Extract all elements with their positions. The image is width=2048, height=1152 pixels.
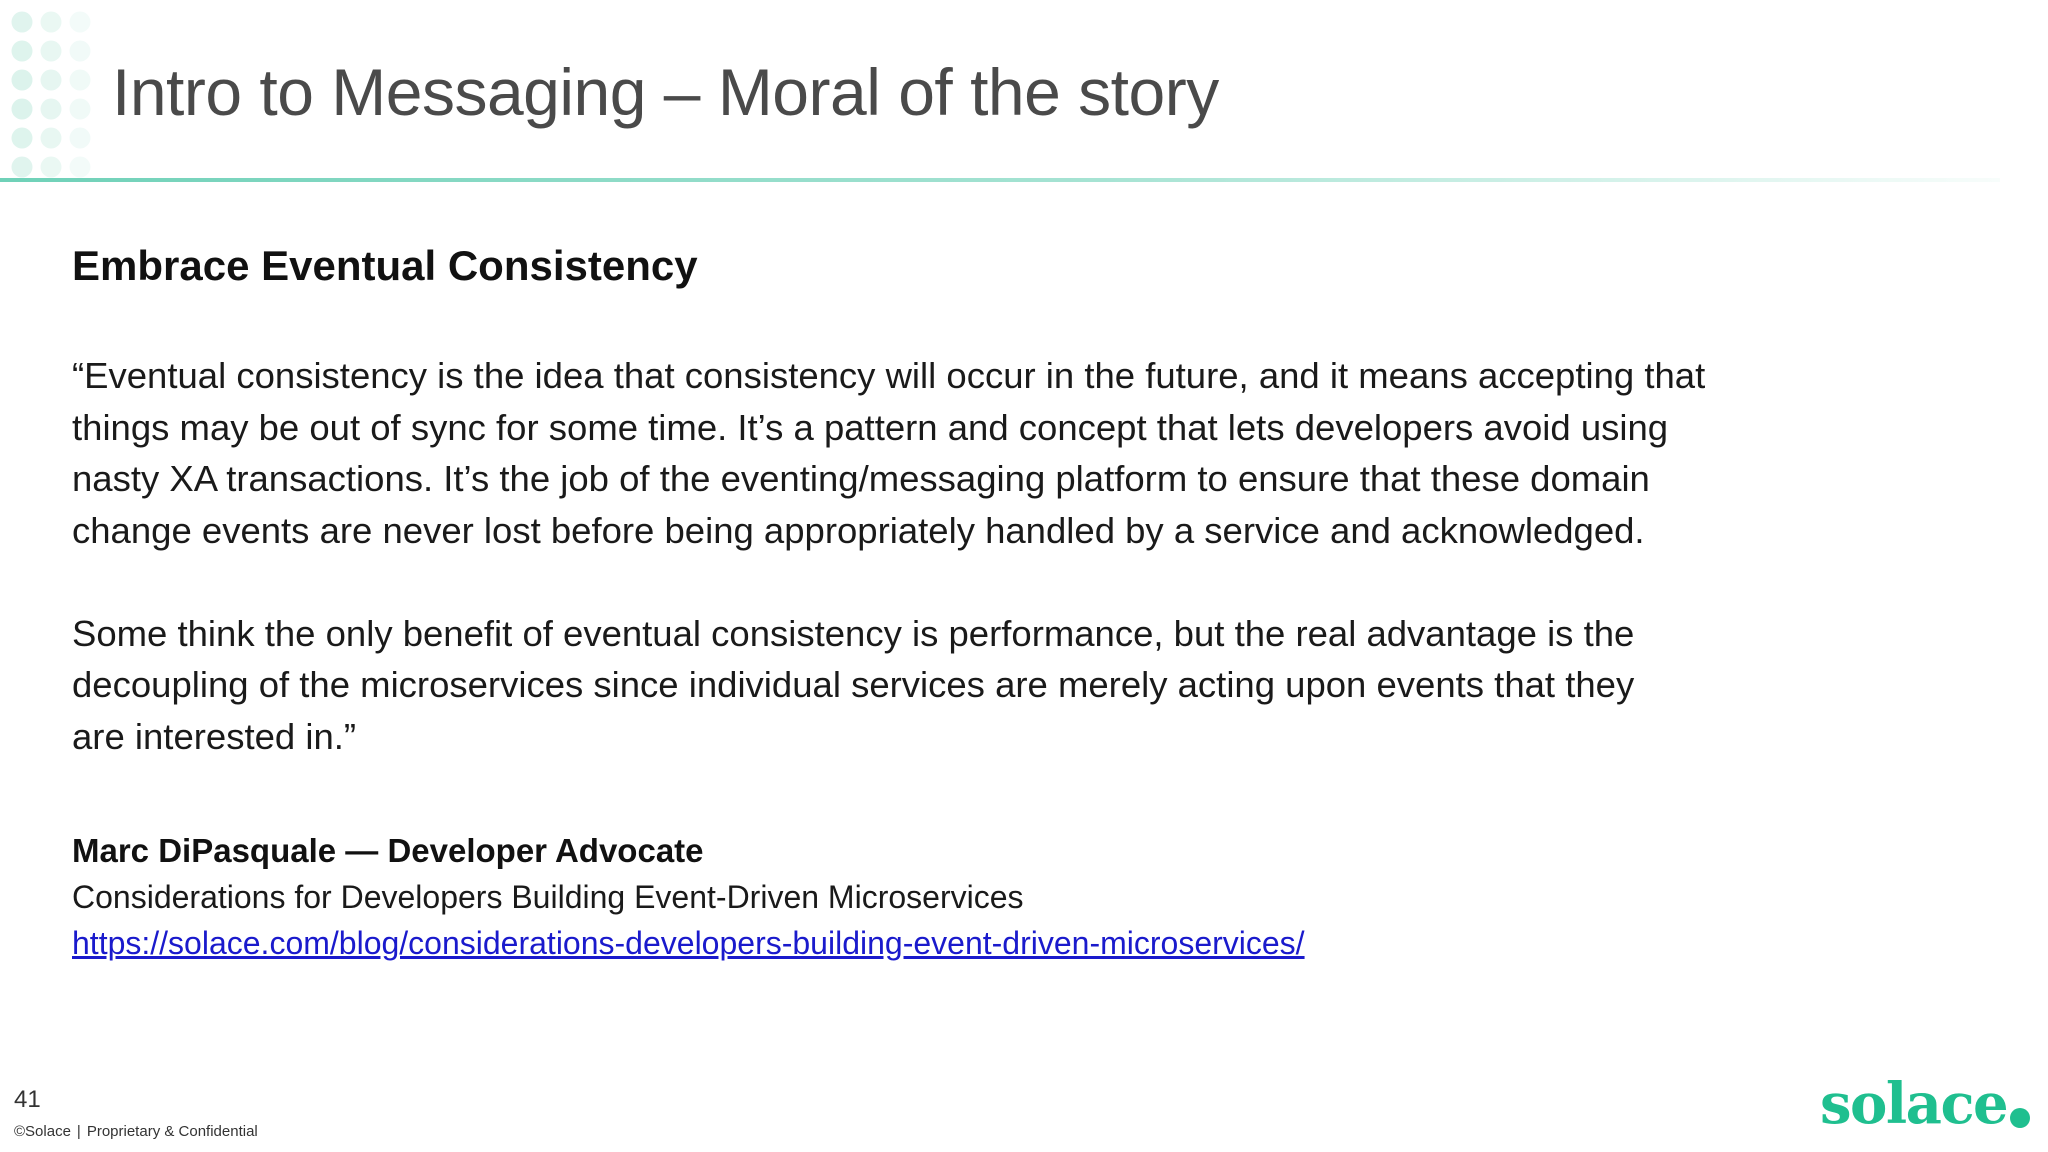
decorative-dot [41, 128, 62, 149]
decorative-dot [41, 12, 62, 33]
solace-logo [1820, 1062, 2030, 1137]
quote-line: nasty XA transactions. It’s the job of the eventing/messaging platform to ensure that these domain [72, 458, 1650, 499]
decorative-dot [41, 41, 62, 62]
decorative-dot [12, 128, 33, 149]
quote-line: decoupling of the microservices since individual services are merely acting upon events that they [72, 664, 1635, 705]
decorative-dot [70, 99, 91, 120]
solace-logo-dot-icon [2010, 1108, 2030, 1128]
decorative-dot [70, 12, 91, 33]
decorative-dot-grid-icon [10, 10, 120, 180]
decorative-dot [70, 41, 91, 62]
footer-note [14, 1123, 258, 1140]
decorative-dot [70, 128, 91, 149]
section-heading: Embrace Eventual Consistency [72, 242, 698, 289]
decorative-dot [12, 41, 33, 62]
decorative-dot [41, 99, 62, 120]
slide-number: 41 [14, 1086, 41, 1113]
decorative-dot [12, 70, 33, 91]
article-title: Considerations for Developers Building Event-Driven Microservices [72, 879, 1024, 915]
article-link[interactable]: https://solace.com/blog/considerations-developers-building-event-driven-microservices/ [72, 925, 1305, 961]
quote-line: change events are never lost before being appropriately handled by a service and acknowledged. [72, 509, 1645, 551]
decorative-dot [70, 70, 91, 91]
quote-line: Some think the only benefit of eventual consistency is performance, but the real advantage is the [72, 612, 1635, 654]
decorative-dot [70, 157, 91, 178]
slide-title: Intro to Messaging – Moral of the story [112, 55, 1219, 129]
decorative-dot [41, 70, 62, 91]
paragraph-gap [72, 556, 1912, 608]
quote-line: are interested in.” [72, 715, 357, 757]
quote-line: “Eventual consistency is the idea that consistency will occur in the future, and it means accepting that [72, 355, 1706, 396]
decorative-dot [41, 157, 62, 178]
quote-block [72, 350, 1912, 762]
quote-author: Marc DiPasquale — Developer Advocate [72, 832, 704, 869]
logo-wordmark: solace [1820, 1071, 2008, 1137]
quote-line: things may be out of sync for some time. It’s a pattern and concept that lets developers avoid using [72, 406, 1669, 448]
footer-separator: | [76, 1123, 81, 1140]
decorative-dot [12, 157, 33, 178]
decorative-dot [12, 99, 33, 120]
copyright-text: ©Solace [14, 1123, 71, 1140]
attribution [72, 828, 1305, 966]
confidentiality-text: Proprietary & Confidential [86, 1123, 258, 1140]
title-divider [0, 178, 2000, 182]
decorative-dot [12, 12, 33, 33]
